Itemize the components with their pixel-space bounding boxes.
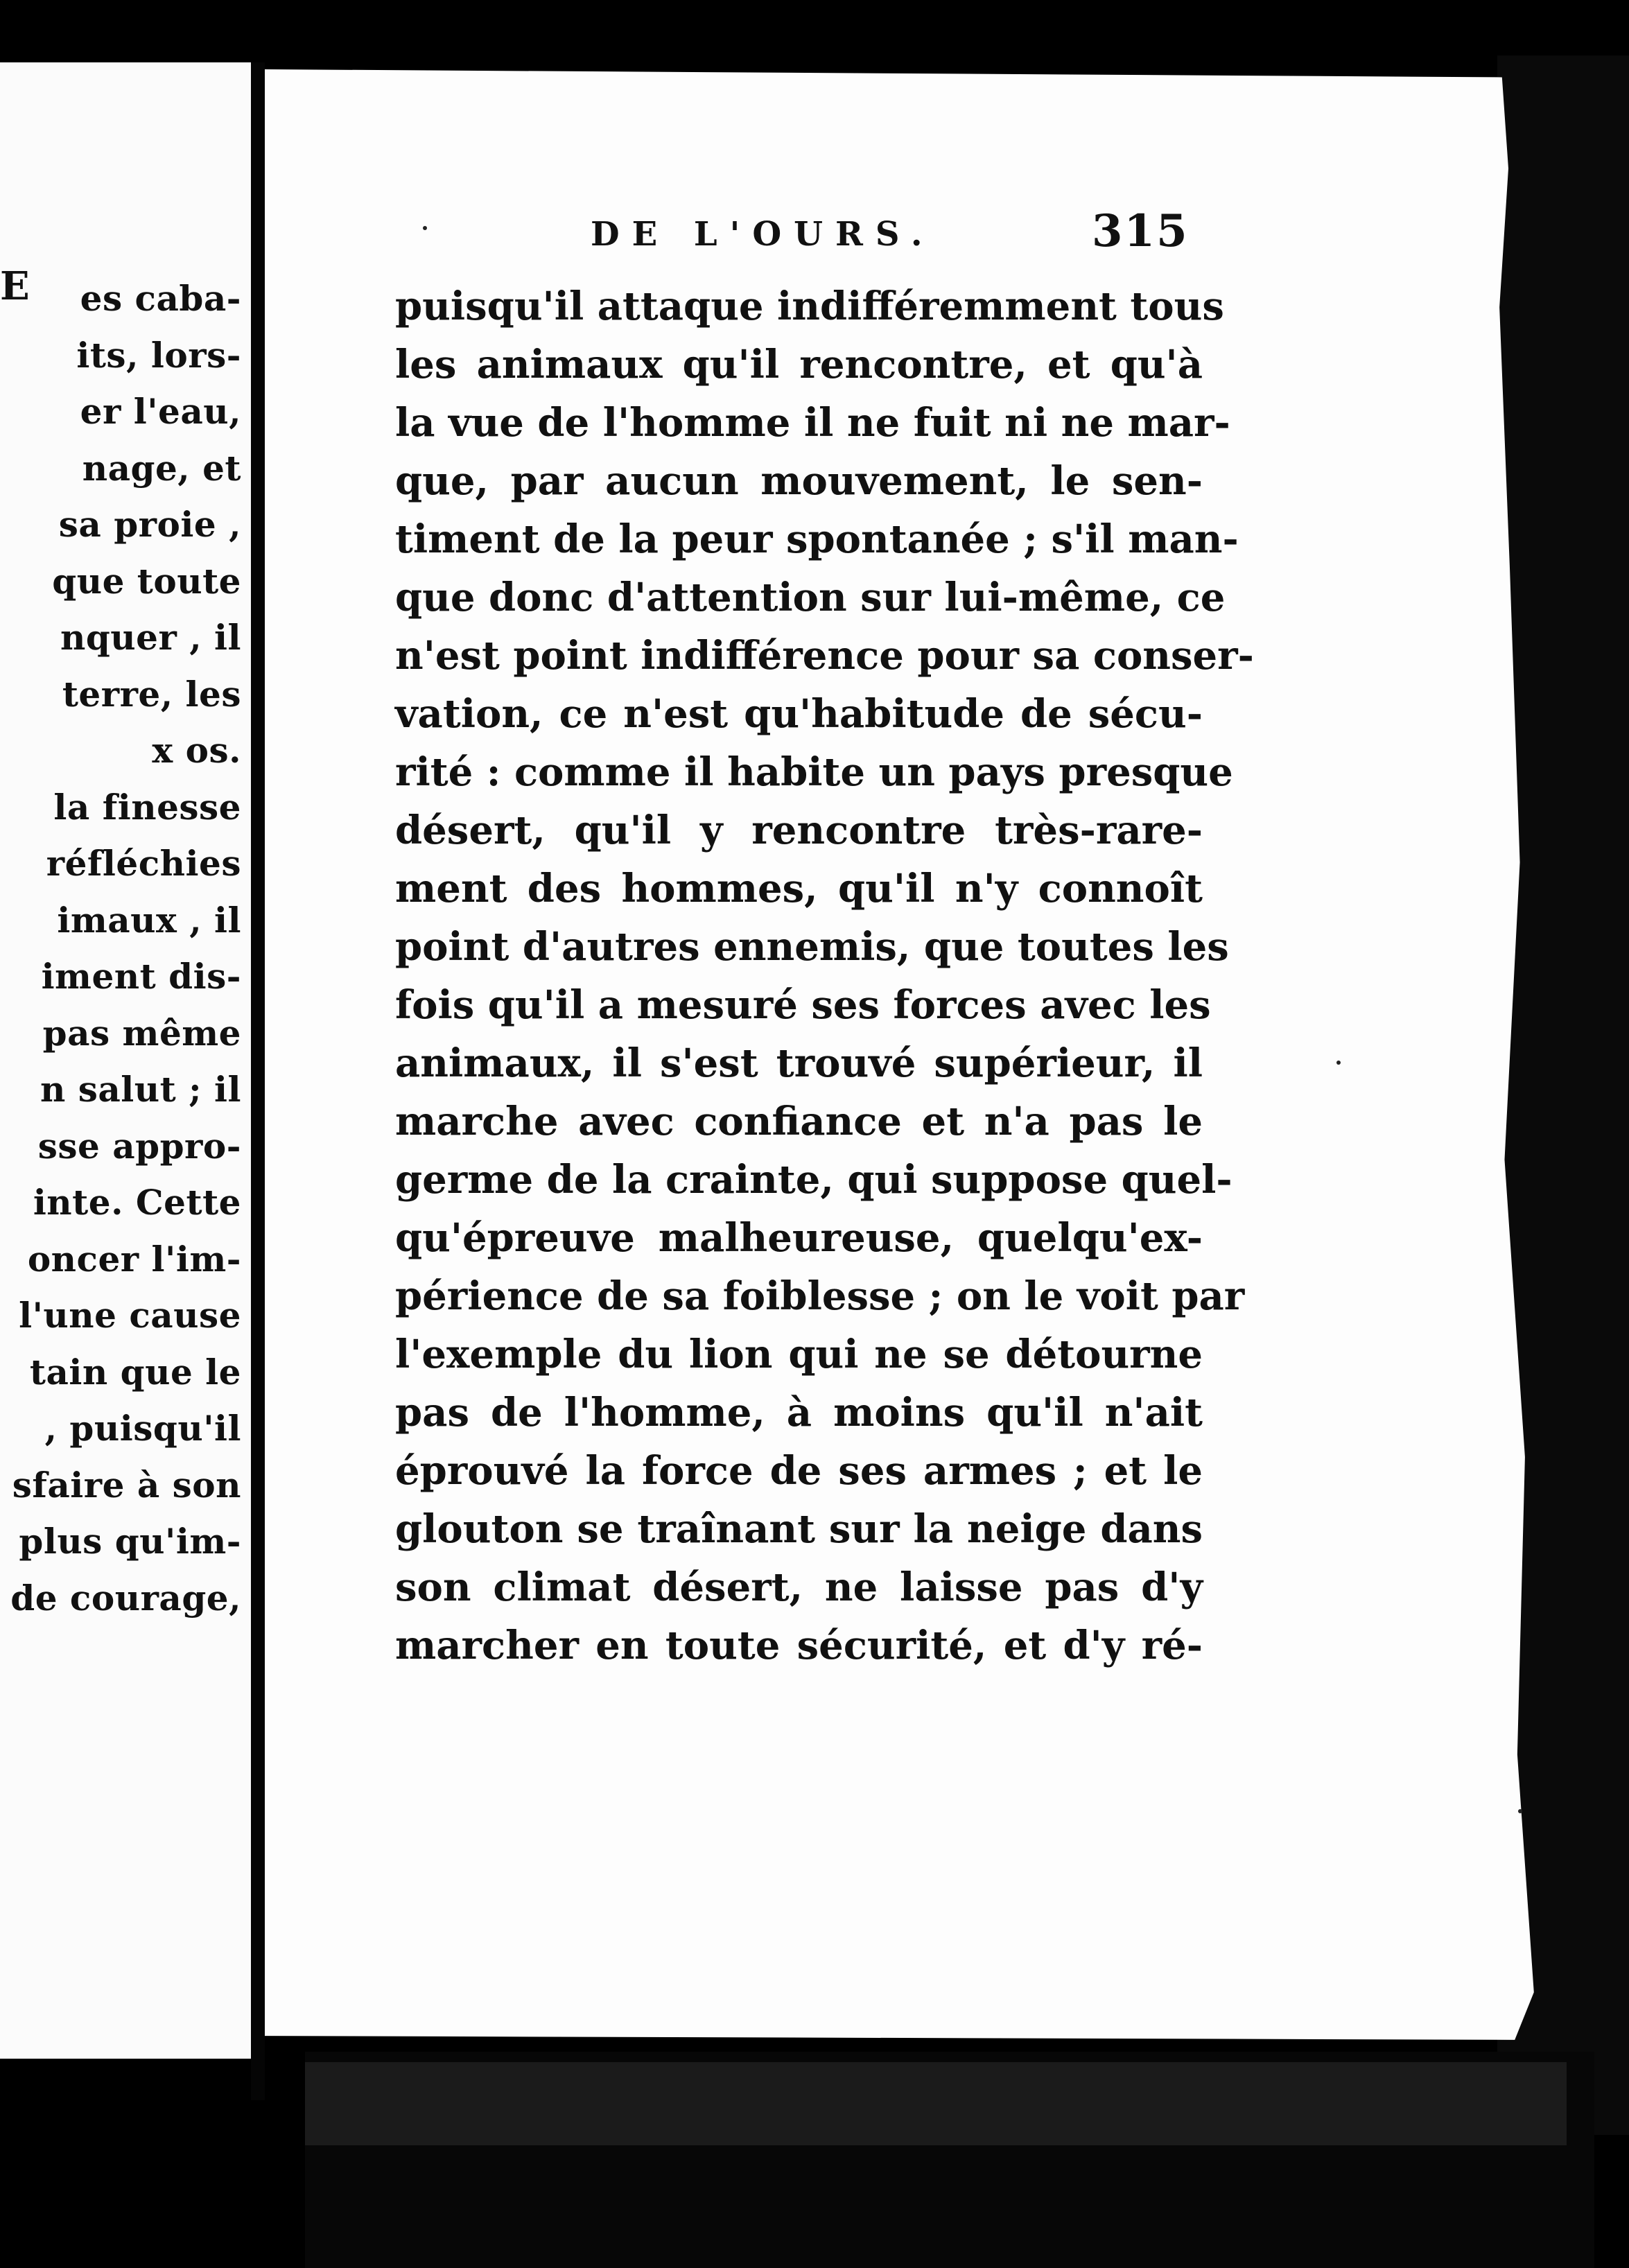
text-line: marche avec confiance et n'a pas le xyxy=(395,1099,1203,1144)
left-text-line: réfléchies xyxy=(46,843,241,884)
left-text-line: n salut ; il xyxy=(40,1069,241,1110)
text-line: l'exemple du lion qui ne se détourne xyxy=(395,1332,1203,1377)
right-page-text xyxy=(395,277,1254,1675)
left-page-heading-fragment: E xyxy=(0,263,30,309)
page-number: 315 xyxy=(1092,205,1189,257)
text-line: son climat désert, ne laisse pas d'y xyxy=(395,1564,1203,1610)
left-text-line: nquer , il xyxy=(60,617,241,658)
text-line: timent de la peur spontanée ; s'il man- xyxy=(395,516,1239,562)
text-line: glouton se traînant sur la neige dans xyxy=(395,1506,1203,1552)
book-spine-gutter xyxy=(251,62,265,2100)
running-head: DE L'OURS. xyxy=(591,215,935,254)
left-page xyxy=(0,62,255,2059)
left-text-line: x os. xyxy=(152,730,241,771)
text-line: puisqu'il attaque indifféremment tous xyxy=(395,284,1224,329)
text-line: les animaux qu'il rencontre, et qu'à xyxy=(395,342,1203,387)
text-line: pas de l'homme, à moins qu'il n'ait xyxy=(395,1390,1203,1436)
text-line: vation, ce n'est qu'habitude de sécu- xyxy=(395,691,1203,737)
left-text-line: la finesse xyxy=(53,786,241,828)
text-line: que, par aucun mouvement, le sen- xyxy=(395,458,1203,504)
left-text-line: l'une cause xyxy=(19,1295,241,1336)
left-text-line: tain que le xyxy=(29,1351,241,1393)
paper-speck xyxy=(1518,1809,1522,1813)
left-text-line: iment dis- xyxy=(41,956,241,997)
left-text-line: , puisqu'il xyxy=(44,1408,241,1449)
left-text-line: nage, et xyxy=(82,447,241,489)
left-text-line: sa proie , xyxy=(58,504,241,545)
text-line: ment des hommes, qu'il n'y connoît xyxy=(395,866,1203,911)
paper-speck xyxy=(1336,1061,1341,1065)
text-line: n'est point indifférence pour sa conser- xyxy=(395,633,1254,679)
text-line: animaux, il s'est trouvé supérieur, il xyxy=(395,1040,1203,1086)
text-line: rité : comme il habite un pays presque xyxy=(395,749,1233,795)
left-text-line: terre, les xyxy=(62,673,241,715)
text-line: fois qu'il a mesuré ses forces avec les xyxy=(395,982,1211,1028)
text-line: marcher en toute sécurité, et d'y ré- xyxy=(395,1623,1203,1668)
left-text-line: plus qu'im- xyxy=(19,1521,241,1562)
left-text-line: sse appro- xyxy=(37,1125,241,1167)
text-line: qu'épreuve malheureuse, quelqu'ex- xyxy=(395,1215,1203,1261)
left-text-line: imaux , il xyxy=(57,899,241,941)
paper-speck xyxy=(423,226,427,230)
left-text-line: inte. Cette xyxy=(33,1182,241,1223)
text-line: la vue de l'homme il ne fuit ni ne mar- xyxy=(395,400,1230,446)
left-text-line: its, lors- xyxy=(76,334,241,376)
left-text-line: que toute xyxy=(52,560,241,602)
text-line: éprouvé la force de ses armes ; et le xyxy=(395,1448,1203,1494)
left-text-line: oncer l'im- xyxy=(27,1238,241,1280)
text-line: désert, qu'il y rencontre très-rare- xyxy=(395,808,1203,853)
left-text-line: es caba- xyxy=(80,278,241,319)
bottom-page-edge xyxy=(305,2062,1567,2145)
left-text-line: sfaire à son xyxy=(12,1464,241,1506)
text-line: que donc d'attention sur lui-même, ce xyxy=(395,575,1226,620)
text-line: point d'autres ennemis, que toutes les xyxy=(395,924,1229,970)
left-text-line: er l'eau, xyxy=(80,391,241,432)
left-text-line: de courage, xyxy=(10,1577,241,1619)
text-line: germe de la crainte, qui suppose quel- xyxy=(395,1157,1232,1203)
left-text-line: pas même xyxy=(42,1012,241,1054)
text-line: périence de sa foiblesse ; on le voit par xyxy=(395,1273,1245,1319)
left-page-text xyxy=(10,270,241,1626)
